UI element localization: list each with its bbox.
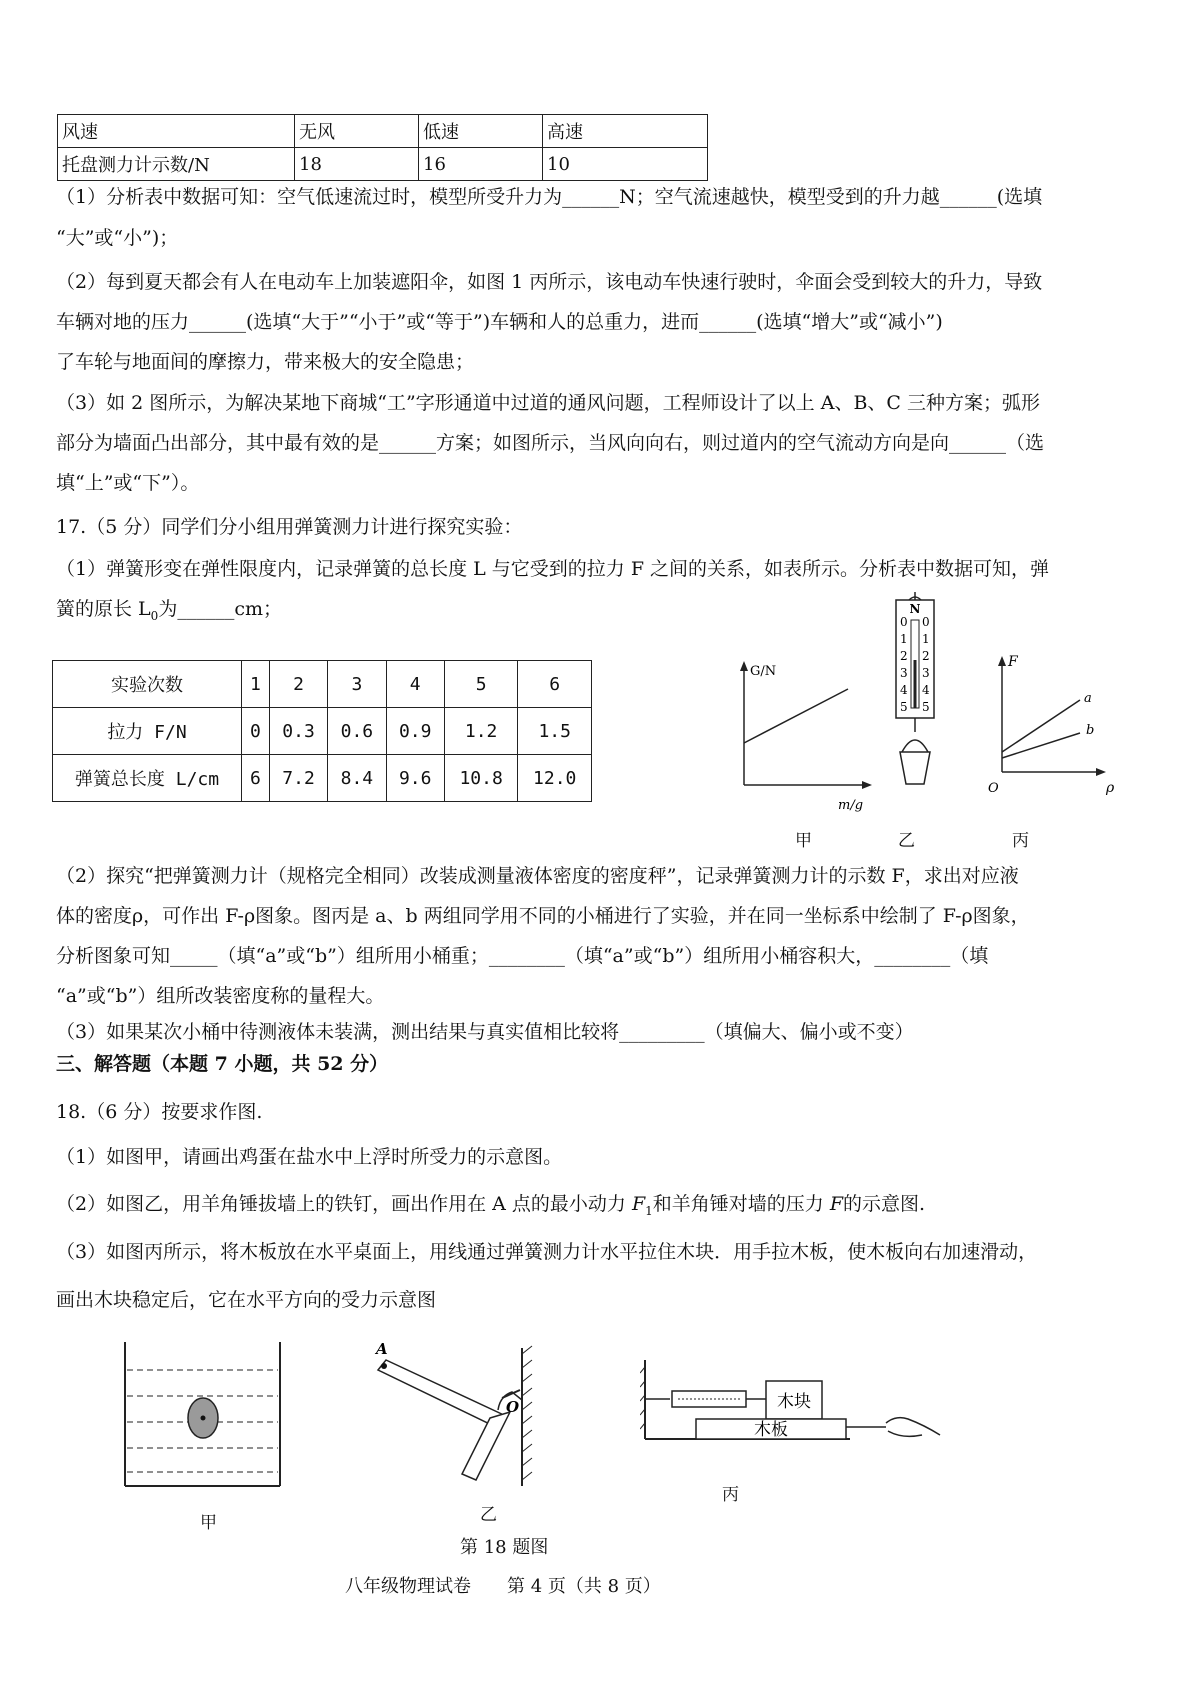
q18-text: 和羊角锤对墙的压力 [652,1193,830,1215]
q16-part1-line1: （1）分析表中数据可知：空气低速流过时，模型所受升力为______N；空气流速越快，模型受到的升力越______(选填 [56,186,1043,208]
q18-part3-line2: 画出木块稳定后，它在水平方向的受力示意图 [56,1289,437,1311]
table-cell: 0.3 [269,708,327,755]
board-block-figure [640,1355,950,1455]
q18-text: （2）如图乙，用羊角锤拔墙上的铁钉，画出作用在 A 点的最小动力 [56,1193,632,1215]
caption-bing: 丙 [1012,831,1029,851]
origin-label: O [988,781,999,796]
table-cell: 1.2 [444,708,518,755]
section-heading: 三、解答题（本题 7 小题，共 52 分） [56,1053,389,1075]
table-cell: 5 [444,661,518,708]
q18-part2 [56,1192,925,1223]
q16-part2-line1: （2）每到夏天都会有人在电动车上加装遮阳伞，如图 1 丙所示，该电动车快速行驶时，伞面会受到较大的升力，导致 [56,271,1043,293]
q16-part2-line2: 车辆对地的压力______(选填“大于”“小于”或“等于”)车辆和人的总重力，进而______(选填“增大”或“减小”) [56,311,943,333]
table-cell: 16 [419,148,543,181]
scale-tick: 5 [922,700,930,714]
table-cell: 7.2 [269,755,327,802]
arrow-icon [1096,768,1106,776]
scale-tick: 3 [900,666,908,680]
g-m-graph [720,625,880,815]
line-b [1002,733,1080,758]
q17-part1-line1: （1）弹簧形变在弹性限度内，记录弹簧的总长度 L 与它受到的拉力 F 之间的关系，如表所示。分析表中数据可知，弹 [56,558,1050,580]
arrow-icon [862,781,872,789]
point-o-label: O [506,1398,520,1416]
scale-tick: 2 [922,649,930,663]
table-row [58,148,708,181]
scale-tick: 0 [900,615,908,629]
table-cell: 0 [242,708,270,755]
arrow-icon [740,661,748,671]
q16-part1-line2: “大”或“小”)； [56,227,179,249]
caption-jia: 甲 [200,1513,217,1533]
q17-part1-line2 [56,597,282,628]
table-cell: 弹簧总长度 L/cm [53,755,242,802]
table-cell: 6 [518,661,592,708]
egg-in-water-figure [115,1340,290,1490]
caption-yi: 乙 [898,831,915,851]
force-symbol: F [829,1193,843,1215]
q17-heading: 17.（5 分）同学们分小组用弹簧测力计进行探究实验： [56,516,523,538]
point-a-label: A [376,1340,388,1358]
table-cell: 高速 [543,115,708,148]
table-row [53,661,592,708]
table-cell: 实验次数 [53,661,242,708]
q17-part3: （3）如果某次小桶中待测液体未装满，测出结果与真实值相比较将_________（填偏大、偏小或不变） [56,1021,914,1043]
q17-text: 为______cm； [158,598,282,620]
q18-heading: 18.（6 分）按要求作图. [56,1101,263,1123]
g-m-line [744,689,848,743]
subscript: 0 [150,608,159,623]
q18-text: 的示意图. [843,1193,926,1215]
scale-tick: 4 [900,683,908,697]
bucket [900,752,930,784]
page-footer: 八年级物理试卷 第 4 页（共 8 页） [345,1576,661,1597]
scale-tick: 0 [922,615,930,629]
scale-tick: 2 [900,649,908,663]
hand-icon [886,1418,940,1437]
axis-label-g: G/N [750,664,777,679]
q17-part2-line4: “a”或“b”）组所改装密度称的量程大。 [56,985,385,1007]
scale-tick: 4 [922,683,930,697]
table-cell: 9.6 [386,755,444,802]
table-row [58,115,708,148]
table-cell: 低速 [419,115,543,148]
arrow-icon [998,656,1006,666]
table-cell: 18 [295,148,419,181]
table-cell: 无风 [295,115,419,148]
caption-yi: 乙 [480,1505,497,1525]
q16-part2-line3: 了车轮与地面间的摩擦力，带来极大的安全隐患； [56,351,475,373]
q16-part3-line3: 填“上”或“下”）。 [56,472,200,494]
table-cell: 0.6 [328,708,386,755]
q17-part2-line2: 体的密度ρ，可作出 F-ρ图象。图丙是 a、b 两组同学用不同的小桶进行了实验，并在同一坐标系中绘制了 F-ρ图象， [56,905,1030,927]
table-cell: 拉力 F/N [53,708,242,755]
q18-part1: （1）如图甲，请画出鸡蛋在盐水中上浮时所受力的示意图。 [56,1146,563,1168]
table-cell: 2 [269,661,327,708]
scale-tick: 3 [922,666,930,680]
q16-part3-line1: （3）如 2 图所示，为解决某地下商城“工”字形通道中过道的通风问题，工程师设计了以上 A、B、C 三种方案；弧形 [56,392,1040,414]
q17-part2-line3: 分析图象可知_____（填“a”或“b”）组所用小桶重；________（填“a”或“b”）组所用小桶容积大，________（填 [56,945,989,967]
scale-unit-label: N [909,602,921,616]
table-cell: 10.8 [444,755,518,802]
axis-label-f: F [1008,654,1018,670]
board-label: 木板 [754,1420,788,1440]
table-cell: 8.4 [328,755,386,802]
table-cell: 3 [328,661,386,708]
table-cell: 6 [242,755,270,802]
axis-label-rho: ρ [1106,780,1115,796]
table-cell: 0.9 [386,708,444,755]
table-cell: 4 [386,661,444,708]
table-cell: 1.5 [518,708,592,755]
f-rho-graph [980,640,1130,800]
figure-caption: 第 18 题图 [460,1537,549,1558]
table-cell: 1 [242,661,270,708]
table-cell: 10 [543,148,708,181]
spring-length-table [52,660,592,802]
table-cell: 托盘测力计示数/N [58,148,295,181]
table-row [53,755,592,802]
line-label-a: a [1084,691,1092,706]
table-cell: 风速 [58,115,295,148]
force-symbol: F [631,1193,646,1215]
q18-part3-line1: （3）如图丙所示，将木板放在水平桌面上，用线通过弹簧测力计水平拉住木块．用手拉木板，使木板向右加速滑动， [56,1241,1038,1263]
caption-jia: 甲 [795,831,812,851]
scale-tick: 1 [922,632,930,646]
block-label: 木块 [777,1392,811,1412]
table-cell: 12.0 [518,755,592,802]
scale-tick: 5 [900,700,908,714]
line-a [1002,700,1080,752]
hammer-handle [378,1360,506,1428]
table-row [53,708,592,755]
wind-speed-table [57,114,708,181]
q16-part3-line2: 部分为墙面凸出部分，其中最有效的是______方案；如图所示，当风向向右，则过道内的空气流动方向是向______（选 [56,432,1045,454]
q17-part2-line1: （2）探究“把弹簧测力计（规格完全相同）改装成测量液体密度的密度秤”，记录弹簧测力计的示数 F，求出对应液 [56,865,1019,887]
claw-hammer-figure [370,1340,560,1490]
q17-text: 簧的原长 L [56,598,151,620]
spring-scale-figure [880,590,950,800]
line-label-b: b [1086,723,1095,738]
subscript: 1 [645,1203,653,1218]
scale-tick: 1 [900,632,908,646]
caption-bing: 丙 [722,1485,739,1505]
axis-label-m: m/g [838,798,864,813]
